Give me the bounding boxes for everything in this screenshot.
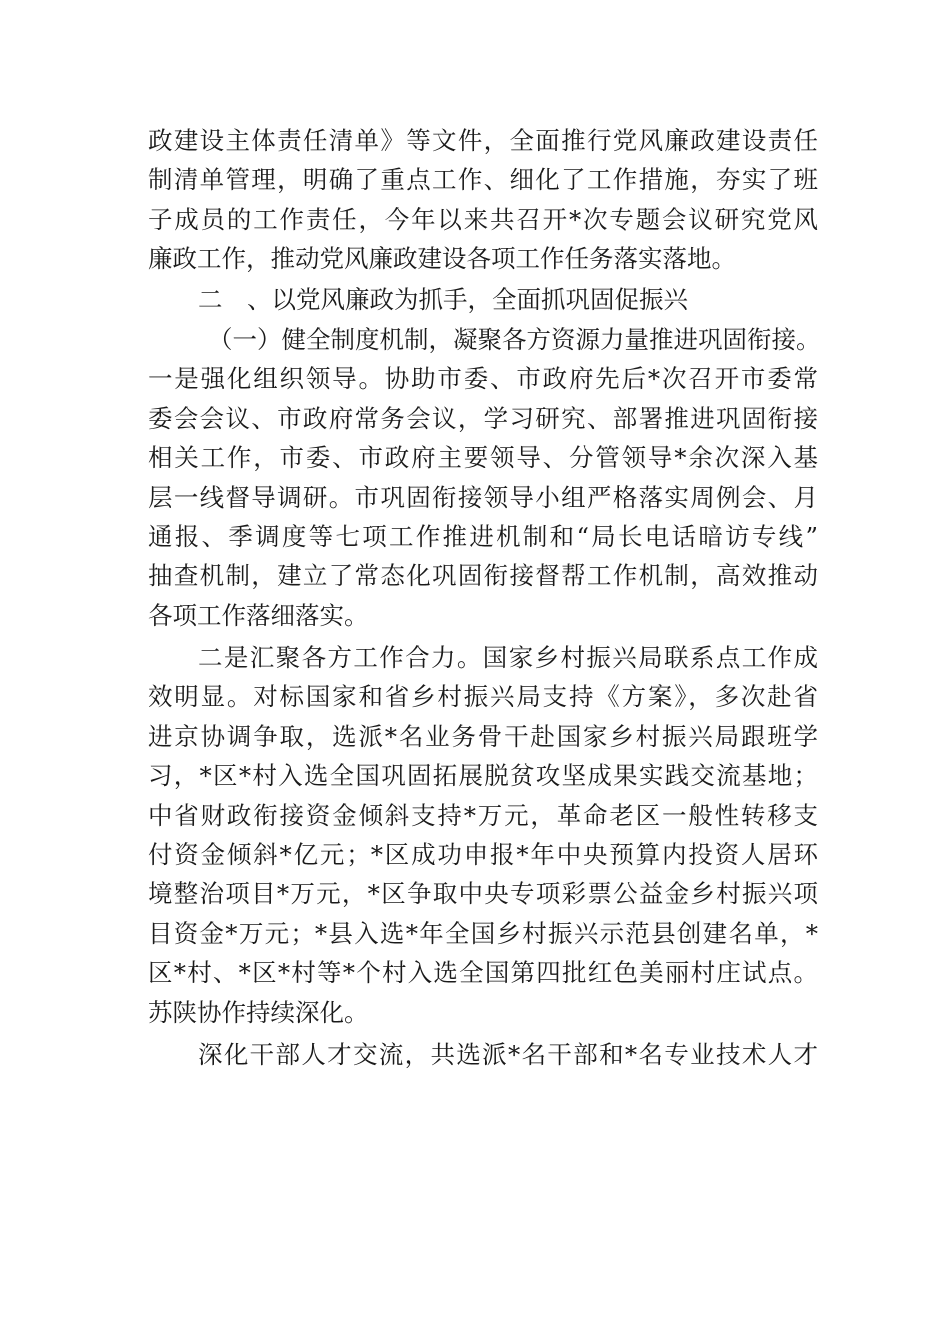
document-body [148,121,821,1074]
text-line: 境整治项目*万元，*区争取中央专项彩票公益金乡村振兴项 [148,879,818,909]
text-line: 各项工作落细落实。 [148,600,369,630]
text-line: 通报、季调度等七项工作推进机制和“局长电话暗访专线” [148,521,818,551]
text-line: 目资金*万元；*县入选*年全国乡村振兴示范县创建名单，* [148,918,818,948]
text-line: 二是汇聚各方工作合力。国家乡村振兴局联系点工作成 [198,643,818,673]
text-line: 苏陕协作持续深化。 [148,997,369,1027]
text-line: 委会会议、市政府常务会议，学习研究、部署推进巩固衔接 [148,403,818,433]
paragraph [148,121,818,279]
paragraph [148,638,818,1032]
text-line: 区*村、*区*村等*个村入选全国第四批红色美丽村庄试点。 [148,958,818,988]
text-line: 廉政工作，推动党风廉政建设各项工作任务落实落地。 [148,244,736,274]
text-line: 习，*区*村入选全国巩固拓展脱贫攻坚成果实践交流基地； [148,761,818,791]
text-line: 中省财政衔接资金倾斜支持*万元，革命老区一般性转移支 [148,800,818,830]
text-line: 层一线督导调研。市巩固衔接领导小组严格落实周例会、月 [148,482,818,512]
text-line: 政建设主体责任清单》等文件，全面推行党风廉政建设责任 [148,126,818,155]
text-line: 深化干部人才交流，共选派*名干部和*名专业技术人才 [198,1039,818,1069]
section-heading [148,280,818,319]
paragraph [148,320,821,635]
text-line: 付资金倾斜*亿元；*区成功申报*年中央预算内投资人居环 [148,840,818,870]
text-line: 子成员的工作责任，今年以来共召开*次专题会议研究党风 [148,204,818,234]
heading-line: 二 、以党风廉政为抓手，全面抓巩固促振兴 [198,284,688,314]
text-line: 抽查机制，建立了常态化巩固衔接督帮工作机制，高效推动 [148,561,818,591]
text-line: 相关工作，市委、市政府主要领导、分管领导*余次深入基 [148,443,818,473]
text-line: 进京协调争取，选派*名业务骨干赴国家乡村振兴局跟班学 [148,721,818,751]
paragraph [148,1035,818,1074]
text-line: 效明显。对标国家和省乡村振兴局支持《方案》，多次赴省 [148,682,818,712]
subheading-line: （一）健全制度机制，凝聚各方资源力量推进巩固衔接。 [208,324,821,354]
text-line: 一是强化组织领导。协助市委、市政府先后*次召开市委常 [148,364,818,394]
text-line: 制清单管理，明确了重点工作、细化了工作措施，夯实了班 [148,165,818,195]
